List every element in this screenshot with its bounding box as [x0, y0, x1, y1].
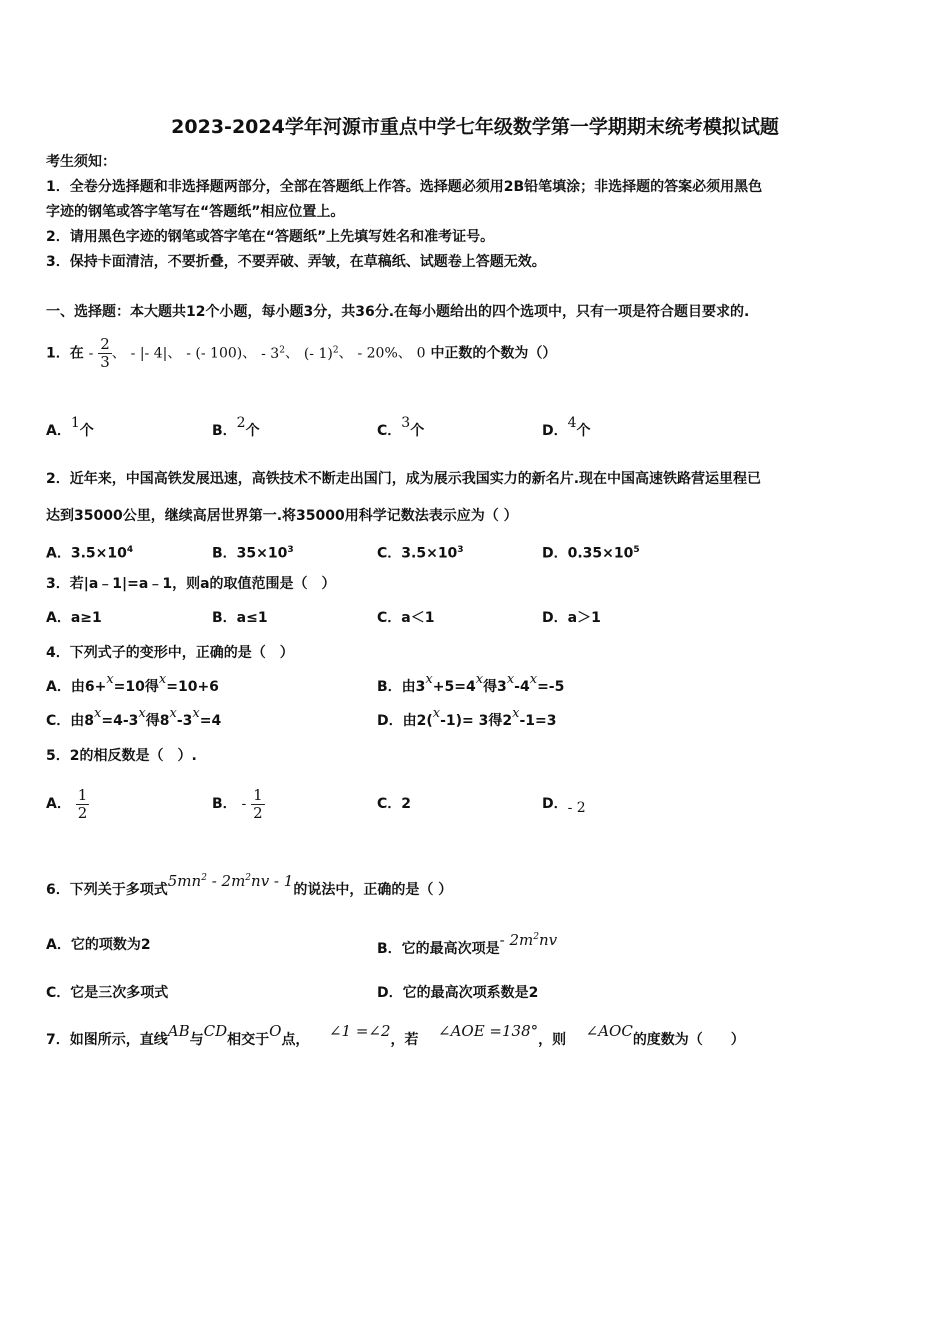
- notice-item-1-cont: 字迹的钢笔或答字笔写在“答题纸”相应位置上。: [46, 204, 345, 220]
- q1-expr-7: 0: [416, 345, 426, 362]
- q1-option-b[interactable]: B．2个: [212, 415, 260, 439]
- q6-option-b[interactable]: B．它的最高次项是- $2m^2nv$: [377, 931, 558, 957]
- q1-option-c[interactable]: C．3个: [377, 415, 425, 439]
- question-5: 5．2的相反数是（ ）.: [46, 748, 197, 764]
- q4-option-d[interactable]: D．由2(x-1)= 3得2x-1=3: [377, 706, 557, 729]
- q5-option-b[interactable]: B． - $\frac{1}{2}$: [212, 785, 263, 822]
- q4-option-c[interactable]: C．由8x=4-3x得8x-3x=4: [46, 706, 222, 729]
- q1-prefix: 1．在: [46, 345, 84, 362]
- section-heading: 一、选择题：本大题共12个小题，每小题3分，共36分.在每小题给出的四个选项中，只有一项是符合题目要求的.: [46, 304, 750, 320]
- q1-option-a[interactable]: A．1个: [46, 415, 94, 439]
- q5-a-fraction: $\frac{1}{2}$: [77, 785, 88, 822]
- q5-option-c[interactable]: C．2: [377, 796, 412, 812]
- q2-option-c[interactable]: C．$3.5\times 10^3$: [377, 545, 464, 562]
- q5-option-a[interactable]: A． $\frac{1}{2}$: [46, 785, 88, 822]
- q3-option-c[interactable]: C．a＜1: [377, 610, 435, 626]
- question-2-cont: 达到35000公里，继续高居世界第一.将35000用科学记数法表示应为（ ）: [46, 508, 518, 524]
- question-7: 7．如图所示，直线AB与CD相交于O点， ∠1 =∠2，若 ∠AOE =138°，则 ∠AOC的度数为（ ）: [46, 1022, 745, 1048]
- q1-suffix: 中正数的个数为（）: [430, 345, 557, 362]
- q6-option-d[interactable]: D．它的最高次项系数是2: [377, 985, 539, 1001]
- q5-option-d[interactable]: D．- 2: [542, 796, 586, 816]
- notice-item-2: 2．请用黑色字迹的钢笔或答字笔在“答题纸”上先填写姓名和准考证号。: [46, 229, 495, 245]
- q3-option-a[interactable]: A．a≥1: [46, 610, 102, 626]
- q1-expr-4: - $3^2$: [261, 345, 285, 362]
- question-3: 3．若|a﹣1|=a﹣1，则a的取值范围是（ ）: [46, 576, 336, 592]
- q1-expr-5: (- 1)$^2$: [303, 345, 339, 362]
- notice-heading: 考生须知：: [46, 154, 116, 170]
- q1-expr-2: - |- 4|: [130, 345, 168, 362]
- notice-item-3: 3．保持卡面清洁，不要折叠，不要弄破、弄皱，在草稿纸、试题卷上答题无效。: [46, 254, 546, 270]
- q4-option-b[interactable]: B．由3x+5=4x得3x-4x=-5: [377, 672, 565, 695]
- q6-polynomial: $5mn^2 - 2m^2nv - 1$: [167, 872, 294, 890]
- q2-option-a[interactable]: A．$3.5\times 10^4$: [46, 545, 134, 562]
- question-2: 2．近年来，中国高铁发展迅速，高铁技术不断走出国门，成为展示我国实力的新名片.现在中国高速铁路营运里程已: [46, 471, 762, 487]
- q4-option-a[interactable]: A．由6+x=10得x=10+6: [46, 672, 219, 695]
- question-1: 1．在 - $\frac{2}{3}$ 、 - |- 4|、 - (- 100)、 - $3^2$、 (- 1)$^2$、 - 20%、 0 中正数的个数为（）: [46, 335, 557, 372]
- q1-option-d[interactable]: D．4个: [542, 415, 591, 439]
- q3-option-d[interactable]: D．a＞1: [542, 610, 601, 626]
- q5-b-fraction: $\frac{1}{2}$: [253, 785, 263, 822]
- q6-option-a[interactable]: A．它的项数为2: [46, 937, 151, 953]
- page-title: 2023-2024学年河源市重点中学七年级数学第一学期期末统考模拟试题: [171, 116, 779, 138]
- question-6: 6．下列关于多项式$5mn^2 - 2m^2nv - 1$的说法中，正确的是（ ）: [46, 872, 453, 898]
- q6-option-c[interactable]: C．它是三次多项式: [46, 985, 169, 1001]
- q3-option-b[interactable]: B．a≤1: [212, 610, 268, 626]
- q1-expr-3: - (- 100): [186, 345, 243, 362]
- question-4: 4．下列式子的变形中，正确的是（ ）: [46, 645, 294, 661]
- q2-option-b[interactable]: B．$35\times 10^3$: [212, 545, 294, 562]
- q2-option-d[interactable]: D．$0.35\times 10^5$: [542, 545, 640, 562]
- q1-fraction: $\frac{2}{3}$: [100, 335, 110, 372]
- notice-item-1: 1．全卷分选择题和非选择题两部分，全部在答题纸上作答。选择题必须用2B铅笔填涂；非选择题的答案必须用黑色: [46, 179, 763, 195]
- q1-expr-6: - 20%: [357, 345, 398, 362]
- q1-frac-sign: -: [88, 345, 94, 362]
